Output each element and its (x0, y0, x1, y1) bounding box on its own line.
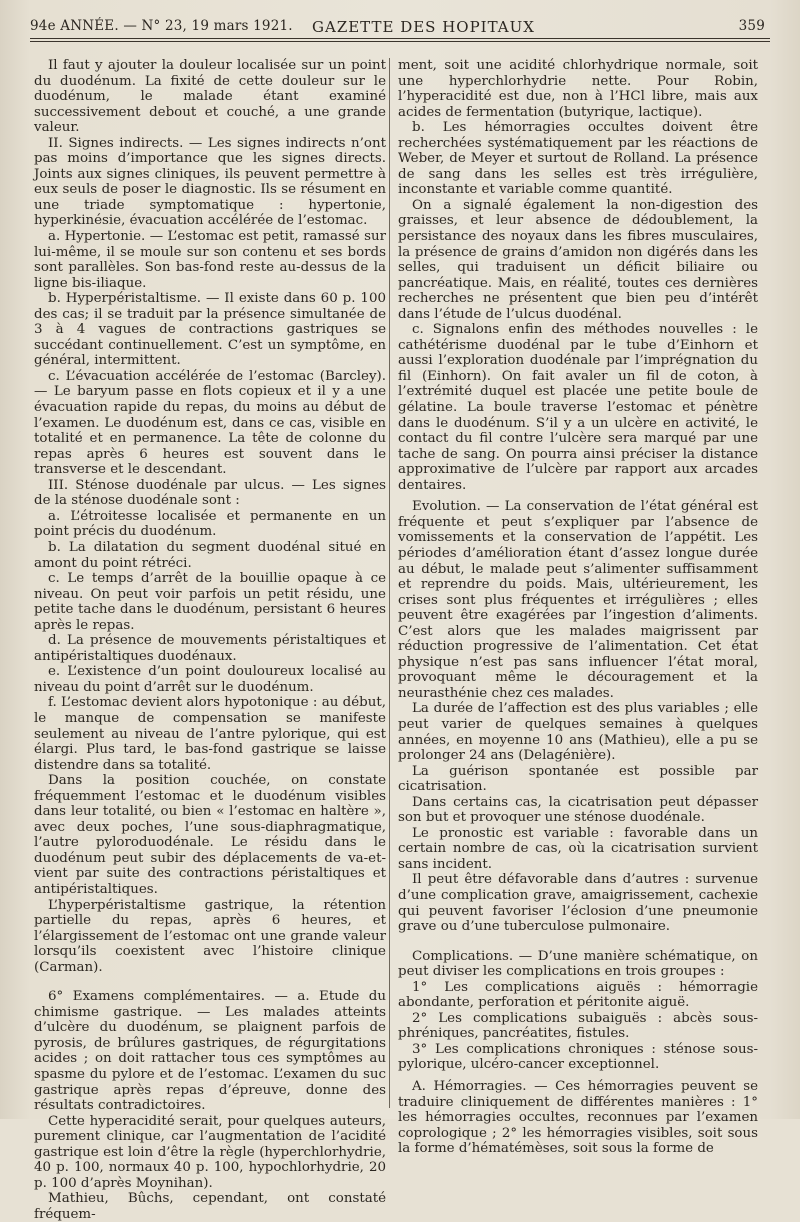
paragraph: ment, soit une acidité chlorhydrique normale, soit une hyperchlorhydrie nette. Pour Robin, l’hyperacidité est due, non à l’HCl libre, mais aux acides de fermentation (butyrique, lactique). (398, 58, 758, 120)
section-paragraph: 6° Examens complémentaires. — a. Etude du chimisme gastrique. — Les malades atteints d’ulcère du duodénum, se plaignent parfois de pyrosis, de brûlures gastriques, de régurgitations acides ; on doit rattacher tous ces symptômes au spasme du pylore et de l’estomac. L’examen du suc gastrique après repas d’épreuve, donne des résultats contradictoires. (34, 989, 386, 1114)
paragraph: Mathieu, Bûchs, cependant, ont constaté fréquem- (34, 1191, 386, 1222)
paragraph: b. La dilatation du segment duodénal situé en amont du point rétréci. (34, 539, 386, 571)
issue-info: 94e ANNÉE. — N° 23, 19 mars 1921. (30, 18, 293, 34)
journal-title: GAZETTE DES HOPITAUX (312, 18, 535, 36)
header-rule-second (30, 41, 770, 42)
paragraph: On a signalé également la non-digestion des graisses, et leur absence de dédoublement, la persistance des noyaux dans les fibres musculaires, la présence de grains d’amidon non digérés dans les selles, qui traduisent un déficit biliaire ou pancréatique. Mais, en réalité, toutes ces dernières recherches ne présentent que bien peu d’intérêt dans l’étude de l’ulcus duodénal. (398, 197, 758, 322)
paragraph: Il peut être défavorable dans d’autres : survenue d’une complication grave, amaigrissement, cachexie qui peuvent favoriser l’éclosion d’une pneumonie grave ou d’une tuberculose pulmonaire. (398, 872, 758, 935)
paragraph: III. Sténose duodénale par ulcus. — Les signes de la sténose duodénale sont : (34, 477, 386, 509)
paragraph: a. L’étroitesse localisée et permanente en un point précis du duodénum. (34, 508, 386, 540)
header-rule (30, 38, 770, 39)
section-paragraph: Evolution. — La conservation de l’état général est fréquente et peut s’expliquer par l’absence de vomissements et la conservation de l’appétit. Les périodes d’amélioration étant d’assez longue durée au début, le malade peut s’alimenter suffisamment et reprendre du poids. Mais, ultérieurement, les crises sont plus fréquentes et irrégulières ; elles peuvent être exagérées par l’ingestion d’aliments. C’est alors que les malades maigrissent par réduction progressive de l’alimentation. Cet état physique n’est pas sans influencer l’état moral, provoquant même le découragement et la neurasthénie chez ces malades. (398, 499, 758, 701)
page-number: 359 (738, 18, 765, 34)
section-paragraph: Complications. — D’une manière schématique, on peut diviser les complications en trois groupes : (398, 948, 758, 980)
paragraph: 2° Les complications subaiguës : abcès sous-phréniques, pancréatites, fistules. (398, 1010, 758, 1042)
paragraph: 3° Les complications chroniques : sténose sous-pylorique, ulcéro-cancer exceptionnel. (398, 1041, 758, 1073)
paragraph: 1° Les complications aiguës : hémorragie abondante, perforation et péritonite aiguë. (398, 979, 758, 1011)
paragraph: A. Hémorragies. — Ces hémorragies peuvent se traduire cliniquement de différentes manières : 1° les hémorragies occultes, reconnues par l’examen coprologique ; 2° les hémorragies visibles, soit sous la forme d’hématémèses, soit sous la forme de (398, 1079, 758, 1157)
paragraph: e. L’existence d’un point douloureux localisé au niveau du point d’arrêt sur le duodénum. (34, 664, 386, 695)
paragraph: c. L’évacuation accélérée de l’estomac (Barcley). — Le baryum passe en flots copieux et il y a une évacuation rapide du repas, du moins au début de l’examen. Le duodénum est, dans ce cas, visible en totalité et en permanence. La tête de colonne du repas après 6 heures est souvent dans le transverse et le descendant. (34, 368, 386, 478)
paragraph: Cette hyperacidité serait, pour quelques auteurs, purement clinique, car l’augmentation de l’acidité gastrique est loin d’être la règle (hyperchlorhydrie, 40 p. 100, normaux 40 p. 100, hypochlorhydrie, 20 p. 100 d’après Moynihan). (34, 1113, 386, 1191)
paragraph: Dans la position couchée, on constate fréquemment l’estomac et le duodénum visibles dans leur totalité, ou bien « l’estomac en haltère », avec deux poches, l’une sous-diaphragmatique, l’autre pyloroduodénale. Le résidu dans le duodénum peut subir des déplacements de va-et-vient par suite des contractions péristaltiques et antipéristaltiques. (34, 773, 386, 897)
left-column (34, 58, 386, 1222)
paragraph: Dans certains cas, la cicatrisation peut dépasser son but et provoquer une sténose duodénale. (398, 794, 758, 826)
paragraph: d. La présence de mouvements péristaltiques et antipéristaltiques duodénaux. (34, 633, 386, 664)
paragraph: f. L’estomac devient alors hypotonique : au début, le manque de compensation se manifeste seulement au niveau de l’antre pylorique, qui est élargi. Plus tard, le bas-fond gastrique se laisse distendre dans sa totalité. (34, 695, 386, 773)
paragraph: Il faut y ajouter la douleur localisée sur un point du duodénum. La fixité de cette douleur sur le duodénum, le malade étant examiné successivement debout et couché, a une grande valeur. (34, 58, 386, 136)
paragraph: La guérison spontanée est possible par cicatrisation. (398, 763, 758, 795)
right-column (398, 58, 758, 1157)
paragraph: Le pronostic est variable : favorable dans un certain nombre de cas, où la cicatrisation survient sans incident. (398, 825, 758, 872)
paragraph: L’hyperpéristaltisme gastrique, la rétention partielle du repas, après 6 heures, et l’élargissement de l’estomac ont une grande valeur lorsqu’ils coexistent avec l’histoire clinique (Carman). (34, 897, 386, 975)
column-divider (389, 58, 390, 1108)
paragraph: La durée de l’affection est des plus variables ; elle peut varier de quelques semaines à quelques années, en moyenne 10 ans (Mathieu), elle a pu se prolonger 24 ans (Delagénière). (398, 701, 758, 764)
paragraph: a. Hypertonie. — L’estomac est petit, ramassé sur lui-même, il se moule sur son contenu et ses bords sont parallèles. Son bas-fond reste au-dessus de la ligne bis-iliaque. (34, 229, 386, 291)
paragraph: b. Hyperpéristaltisme. — Il existe dans 60 p. 100 des cas; il se traduit par la présence simultanée de 3 à 4 vagues de contractions gastriques se succédant continuellement. C’est un symptôme, en général, intermittent. (34, 291, 386, 369)
page-header (30, 14, 765, 40)
paragraph: c. Le temps d’arrêt de la bouillie opaque à ce niveau. On peut voir parfois un petit résidu, une petite tache dans le duodénum, persistant 6 heures après le repas. (34, 571, 386, 633)
paragraph: c. Signalons enfin des méthodes nouvelles : le cathétérisme duodénal par le tube d’Einhorn et aussi l’exploration duodénale par l’imprégnation du fil (Einhorn). On fait avaler un fil de coton, à l’extrémité duquel est placée une petite boule de gélatine. La boule traverse l’estomac et pénètre dans le duodénum. S’il y a un ulcère en activité, le contact du fil contre l’ulcère sera marqué par une tache de sang. On pourra ainsi préciser la distance approximative de l’ulcère par rapport aux arcades dentaires. (398, 322, 758, 493)
paragraph: II. Signes indirects. — Les signes indirects n’ont pas moins d’importance que les signes directs. Joints aux signes cliniques, ils peuvent permettre à eux seuls de poser le diagnostic. Ils se résument en une triade symptomatique : hypertonie, hyperkinésie, évacuation accélérée de l’estomac. (34, 135, 386, 229)
paragraph: b. Les hémorragies occultes doivent être recherchées systématiquement par les réactions de Weber, de Meyer et surtout de Rolland. La présence de sang dans les selles est très irrégulière, inconstante et variable comme quantité. (398, 120, 758, 198)
